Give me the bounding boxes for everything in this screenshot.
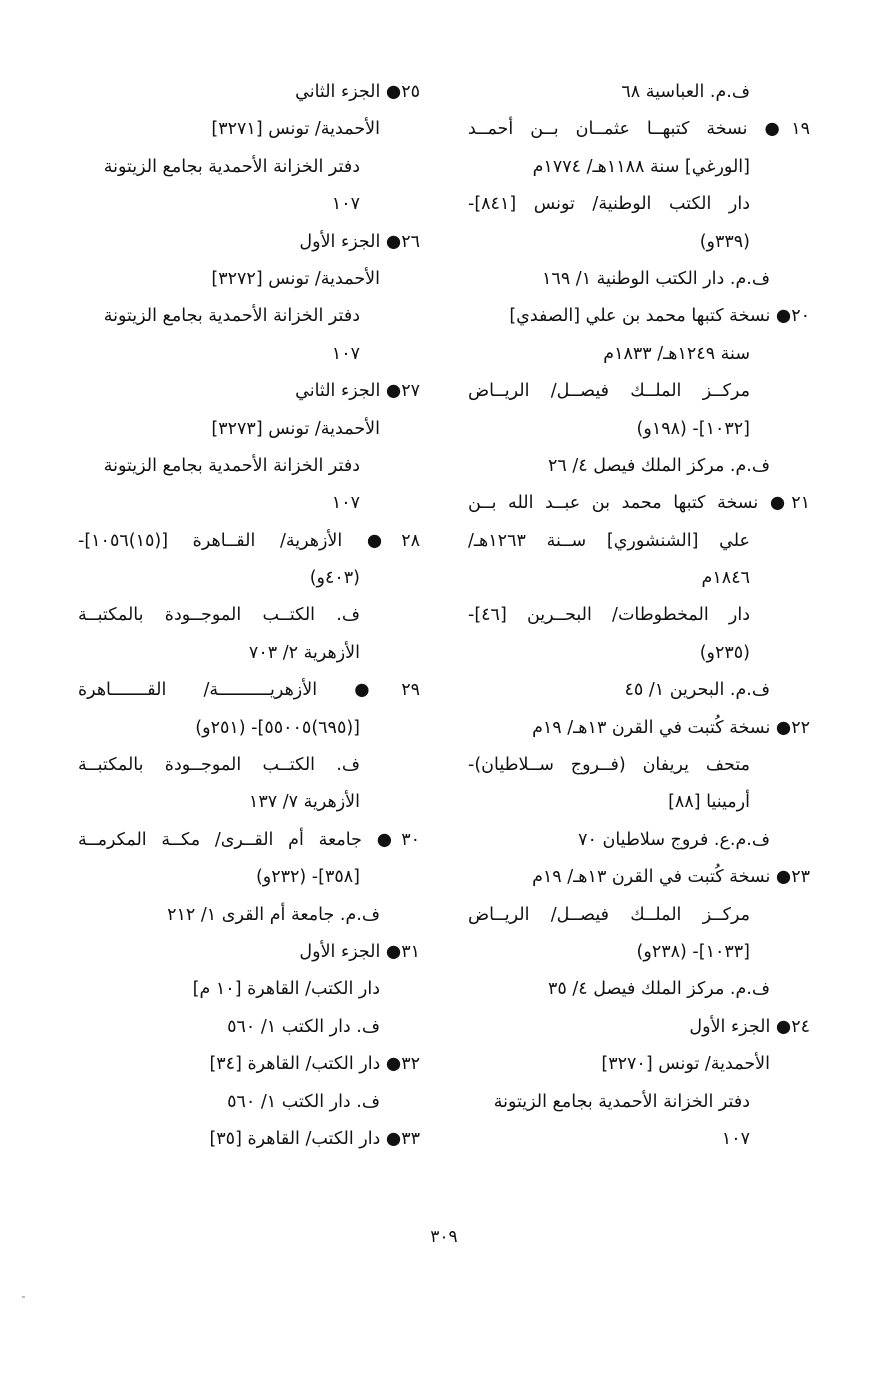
right-column-line: دار المخطوطات/ البحــرين [٤٦]- bbox=[468, 605, 750, 626]
right-column-line: ف.م. العباسية ٦٨ bbox=[621, 82, 750, 102]
left-column-line: ١٠٧ bbox=[331, 343, 360, 364]
right-column-line: ٢٠● نسخة كتبها محمد بن علي [الصفدي] bbox=[509, 306, 810, 327]
left-column-line: ٣٢● دار الكتب/ القاهرة [٣٤] bbox=[209, 1054, 420, 1075]
left-column-line: دار الكتب/ القاهرة [١٠ م] bbox=[192, 979, 380, 1000]
right-column-line: دفتر الخزانة الأحمدية بجامع الزيتونة bbox=[493, 1091, 750, 1112]
left-column-line: ف. دار الكتب ١/ ٥٦٠ bbox=[227, 1016, 380, 1037]
right-column-line: مركــز الملــك فيصــل/ الريــاض bbox=[468, 904, 750, 925]
left-column-line: الأحمدية/ تونس [٣٢٧٢] bbox=[211, 268, 380, 289]
left-column-line: ٢٥● الجزء الثاني bbox=[295, 82, 420, 102]
right-column-line: سنة ١٢٤٩هـ/ ١٨٣٣م bbox=[603, 343, 750, 364]
left-column-line: دفتر الخزانة الأحمدية بجامع الزيتونة bbox=[103, 306, 360, 327]
left-column-line: ٢٧● الجزء الثاني bbox=[295, 381, 420, 402]
left-column-line: ٣٣● دار الكتب/ القاهرة [٣٥] bbox=[209, 1128, 420, 1149]
left-column-line: [(٦٩٥)٥٥٠٠٥]- (٢٥١و) bbox=[195, 717, 360, 738]
right-column-line: ٢١● نسخة كتبها محمد بن عبــد الله بــن bbox=[468, 493, 810, 514]
right-column-line: ١٨٤٦م bbox=[701, 568, 750, 589]
right-column-line: ١٠٧ bbox=[721, 1128, 750, 1149]
right-column-line: أرمينيا [٨٨] bbox=[668, 792, 750, 813]
right-column-line: ١٩● نسخة كتبهــا عثمــان بــن أحمــد bbox=[468, 119, 810, 140]
right-column-line: ف.م. مركز الملك فيصل ٤/ ٢٦ bbox=[548, 455, 770, 476]
left-column-line: ف. الكتــب الموجــودة بالمكتبــة bbox=[78, 605, 360, 626]
left-column-line: الأزهرية ٢/ ٧٠٣ bbox=[248, 642, 360, 663]
left-column-line: الأزهرية ٧/ ١٣٧ bbox=[248, 792, 360, 813]
right-column-line: مركــز الملــك فيصــل/ الريــاض bbox=[468, 381, 750, 402]
right-column-line: دار الكتب الوطنية/ تونس [٨٤١]- bbox=[468, 194, 750, 215]
left-column-line: ٢٨● الأزهرية/ القــاهرة [(١٥)١٠٥٦]- bbox=[78, 530, 420, 551]
left-column-line: ٢٦● الجزء الأول bbox=[299, 231, 420, 252]
right-column-line: [الورغي] سنة ١١٨٨هـ/ ١٧٧٤م bbox=[532, 156, 750, 177]
left-column-line: ف.م. جامعة أم القرى ١/ ٢١٢ bbox=[167, 904, 380, 925]
left-column-line: ف. دار الكتب ١/ ٥٦٠ bbox=[227, 1091, 380, 1112]
left-column-line: ١٠٧ bbox=[331, 493, 360, 514]
left-column-line: الأحمدية/ تونس [٣٢٧٣] bbox=[211, 418, 380, 439]
right-column-line: متحف يريفان (فــروج ســلاطيان)- bbox=[468, 755, 750, 776]
left-column bbox=[74, 74, 420, 1158]
left-column-line: ٣١● الجزء الأول bbox=[299, 941, 420, 962]
right-column-line: علي [الشنشوري] ســنة ١٢٦٣هـ/ bbox=[468, 530, 750, 551]
left-column-line: ٢٩● الأزهريــــــــــة/ القـــــــاهرة bbox=[78, 680, 420, 701]
page-number: ٣٠٩ bbox=[430, 1227, 458, 1247]
right-column bbox=[468, 74, 810, 1158]
right-column-line: ف.م. دار الكتب الوطنية ١/ ١٦٩ bbox=[542, 268, 770, 289]
right-column-line: الأحمدية/ تونس [٣٢٧٠] bbox=[601, 1054, 770, 1075]
right-column-line: ٢٤● الجزء الأول bbox=[689, 1016, 810, 1037]
left-column-line: دفتر الخزانة الأحمدية بجامع الزيتونة bbox=[103, 156, 360, 177]
right-column-line: ٢٢● نسخة كُتبت في القرن ١٣هـ/ ١٩م bbox=[532, 717, 810, 738]
left-column-line: ٣٠● جامعة أم القــرى/ مكــة المكرمــة bbox=[78, 829, 420, 850]
left-column-line: ١٠٧ bbox=[331, 194, 360, 215]
left-column-line: (٤٠٣و) bbox=[309, 568, 360, 589]
right-column-line: [١٠٣٣]- (٢٣٨و) bbox=[636, 941, 750, 962]
left-column-line: دفتر الخزانة الأحمدية بجامع الزيتونة bbox=[103, 455, 360, 476]
left-column-line: الأحمدية/ تونس [٣٢٧١] bbox=[211, 119, 380, 140]
scan-mark bbox=[22, 1296, 25, 1298]
right-column-line: ف.م. مركز الملك فيصل ٤/ ٣٥ bbox=[548, 979, 770, 1000]
right-column-line: (٢٣٥و) bbox=[699, 642, 750, 663]
right-column-line: [١٠٣٢]- (١٩٨و) bbox=[636, 418, 750, 439]
right-column-line: (٣٣٩و) bbox=[699, 231, 750, 252]
right-column-line: ف.م. البحرين ١/ ٤٥ bbox=[624, 680, 770, 701]
left-column-line: [٣٥٨]- (٢٣٢و) bbox=[255, 867, 360, 888]
right-column-line: ف.م.ع. فروج سلاطيان ٧٠ bbox=[578, 829, 770, 850]
left-column-line: ف. الكتــب الموجــودة بالمكتبــة bbox=[78, 755, 360, 776]
right-column-line: ٢٣● نسخة كُتبت في القرن ١٣هـ/ ١٩م bbox=[532, 867, 810, 888]
